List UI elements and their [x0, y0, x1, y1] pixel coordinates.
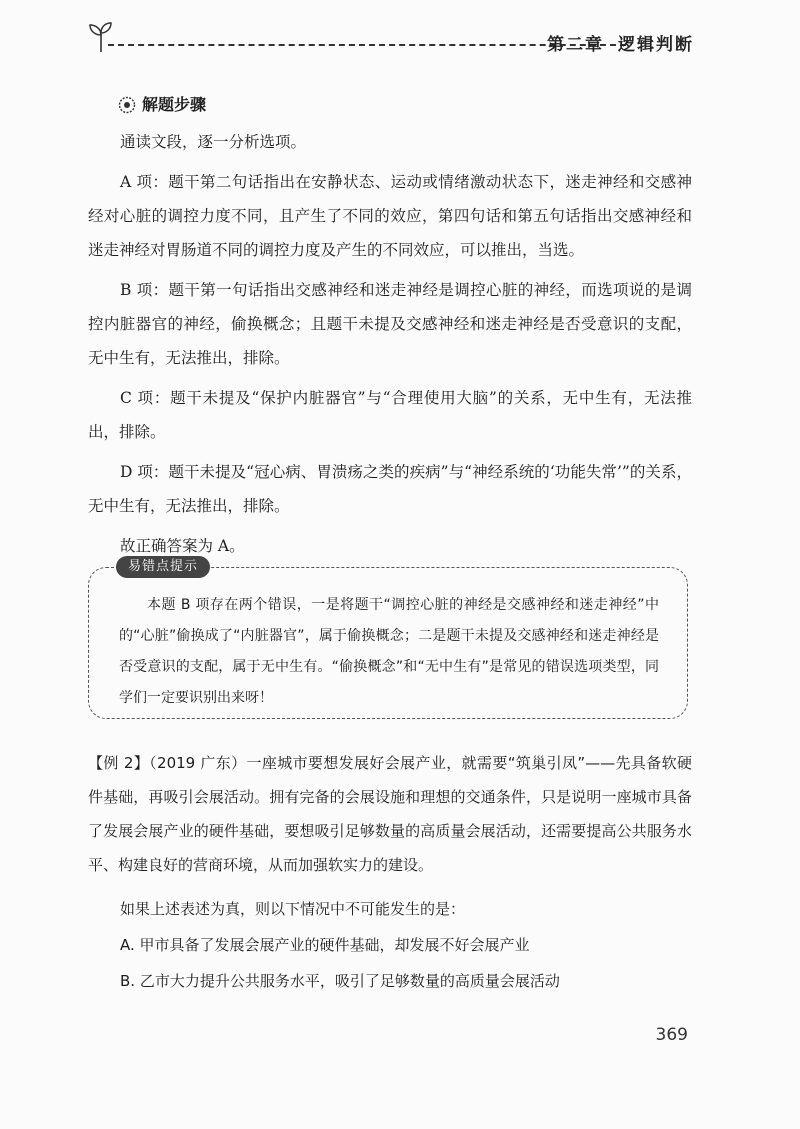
solution-body [88, 125, 692, 563]
example-question: 如果上述表述为真，则以下情况中不可能发生的是： [120, 900, 466, 918]
option-c-analysis: C 项：题干未提及“保护内脏器官”与“合理使用大脑”的关系，无中生有，无法推出，排除。 [88, 389, 692, 441]
page-number: 369 [655, 1025, 688, 1045]
chapter-number: 第二章 [547, 35, 604, 55]
option-b-analysis: B 项：题干第一句话指出交感神经和迷走神经是调控心脏的神经，而选项说的是调控内脏器官的神经，偷换概念；且题干未提及交感神经和迷走神经是否受意识的支配，无中生有，无法推出，排除。 [88, 281, 692, 367]
example-passage: 【例 2】（2019 广东）一座城市要想发展好会展产业，就需要“筑巢引凤”——先具备软硬件基础，再吸引会展活动。拥有完备的会展设施和理想的交通条件，只是说明一座城市具备了发展会展产业的硬件基础，要想吸引足够数量的高质量会展活动，还需要提高公共服务水平、构建良好的营商环境，从而加强软实力的建设。 [88, 754, 692, 874]
sprout-icon [88, 20, 114, 54]
tip-box [88, 559, 688, 719]
flower-icon [118, 96, 136, 114]
tip-label: 易错点提示 [116, 556, 210, 578]
solution-heading: 解题步骤 [142, 95, 207, 114]
page-header [88, 20, 708, 60]
option-d-analysis: D 项：题干未提及“冠心病、胃溃疡之类的疾病”与“神经系统的‘功能失常’”的关系，无中生有，无法推出，排除。 [88, 463, 692, 515]
solution-intro: 通读文段，逐一分析选项。 [120, 133, 307, 151]
chapter-heading [547, 30, 694, 55]
answer-line: 故正确答案为 A。 [120, 537, 245, 555]
tip-text-block [119, 590, 659, 714]
example-block [88, 746, 692, 998]
example-option-b: B. 乙市大力提升公共服务水平，吸引了足够数量的高质量会展活动 [120, 972, 560, 990]
chapter-title: 逻辑判断 [618, 35, 694, 55]
tip-text: 本题 B 项存在两个错误，一是将题干“调控心脏的神经是交感神经和迷走神经”中的“心脏”偷换成了“内脏器官”，属于偷换概念；二是题干未提及交感神经和迷走神经是否受意识的支配，属于无中生有。“偷换概念”和“无中生有”是常见的错误选项类型，同学们一定要识别出来呀！ [119, 597, 659, 706]
example-option-a: A. 甲市具备了发展会展产业的硬件基础，却发展不好会展产业 [120, 936, 530, 954]
option-a-analysis: A 项：题干第二句话指出在安静状态、运动或情绪激动状态下，迷走神经和交感神经对心脏的调控力度不同，且产生了不同的效应，第四句话和第五句话指出交感神经和迷走神经对胃肠道不同的调控力度及产生的不同效应，可以推出，当选。 [88, 173, 692, 259]
